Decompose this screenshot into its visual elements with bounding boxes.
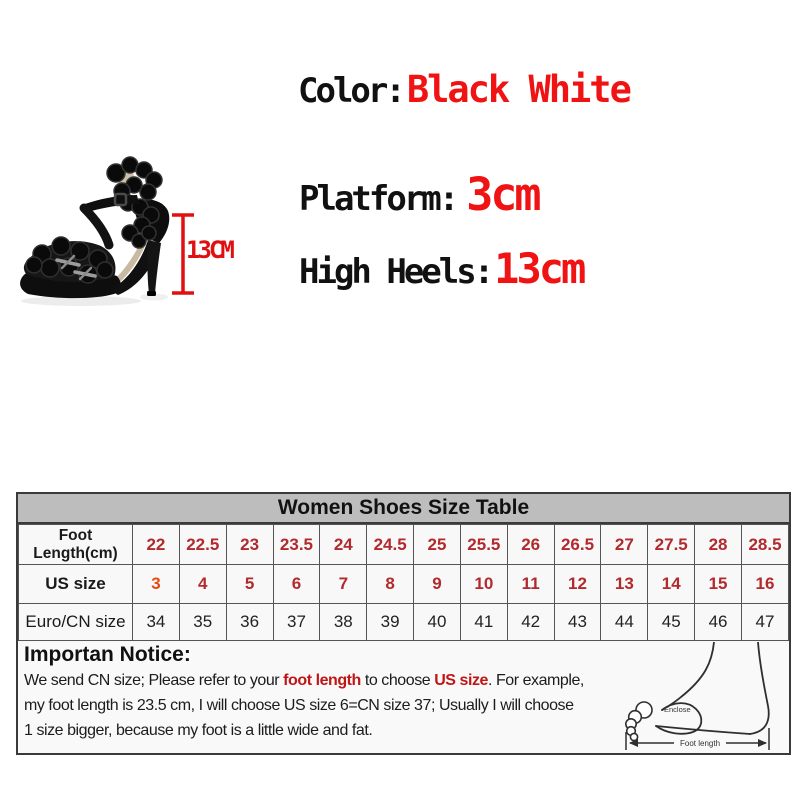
foot-length-row	[19, 525, 789, 565]
size-cell: 26	[507, 525, 554, 565]
row-label: Euro/CN size	[19, 604, 133, 641]
size-cell: 14	[648, 565, 695, 604]
notice-text: to choose	[360, 672, 435, 689]
notice-text: . For example,	[487, 672, 584, 689]
heel-height-spec	[299, 244, 584, 293]
euro-cn-size-row	[19, 604, 789, 641]
size-cell: 28.5	[741, 525, 788, 565]
notice-text: 1 size bigger, because my foot is a little wide and fat.	[24, 722, 373, 739]
size-cell: 7	[320, 565, 367, 604]
size-cell: 38	[320, 604, 367, 641]
size-cell: 46	[695, 604, 742, 641]
heel-height-label: 13CM	[186, 236, 232, 264]
size-cell: 22.5	[179, 525, 226, 565]
heels-value: 13cm	[494, 244, 584, 293]
size-cell: 47	[741, 604, 788, 641]
size-cell: 25	[414, 525, 461, 565]
size-cell: 39	[367, 604, 414, 641]
notice-text: my foot length is 23.5 cm, I will choose US size 6=CN size 37; Usually I will choose	[24, 697, 574, 714]
platform-label: Platform:	[299, 179, 457, 219]
size-cell: 36	[226, 604, 273, 641]
notice-section	[18, 642, 789, 753]
size-cell: 6	[273, 565, 320, 604]
platform-value: 3cm	[466, 168, 539, 221]
row-label: Foot Length(cm)	[19, 525, 133, 565]
enclose-label: Enclose	[664, 705, 691, 714]
size-cell: 27.5	[648, 525, 695, 565]
size-cell: 26.5	[554, 525, 601, 565]
size-cell: 40	[414, 604, 461, 641]
size-cell: 27	[601, 525, 648, 565]
notice-text: We send CN size; Please refer to your	[24, 672, 284, 689]
size-cell: 41	[460, 604, 507, 641]
size-cell: 9	[414, 565, 461, 604]
foot-length-label: Foot length	[680, 739, 721, 748]
size-cell: 23	[226, 525, 273, 565]
size-cell: 4	[179, 565, 226, 604]
size-cell: 24.5	[367, 525, 414, 565]
notice-title: Importan Notice:	[24, 643, 191, 666]
size-cell: 43	[554, 604, 601, 641]
size-table	[18, 524, 789, 641]
heels-label: High Heels:	[299, 252, 492, 292]
us-size-row	[19, 565, 789, 604]
color-label: Color:	[298, 71, 403, 111]
size-cell: 16	[741, 565, 788, 604]
size-cell: 13	[601, 565, 648, 604]
platform-spec	[299, 168, 539, 221]
size-cell: 11	[507, 565, 554, 604]
size-cell: 35	[179, 604, 226, 641]
size-table-title: Women Shoes Size Table	[18, 494, 789, 524]
shoe-photo	[15, 146, 180, 318]
size-cell: 24	[320, 525, 367, 565]
row-label: US size	[19, 565, 133, 604]
color-spec	[298, 68, 630, 111]
size-cell: 23.5	[273, 525, 320, 565]
size-cell: 45	[648, 604, 695, 641]
notice-foot-length-highlight: foot length	[283, 672, 361, 689]
size-cell: 3	[133, 565, 180, 604]
size-cell: 5	[226, 565, 273, 604]
color-value: Black White	[406, 68, 630, 111]
size-table-section	[16, 492, 791, 755]
size-cell: 28	[695, 525, 742, 565]
size-cell: 34	[133, 604, 180, 641]
size-cell: 10	[460, 565, 507, 604]
size-cell: 12	[554, 565, 601, 604]
foot-measurement-diagram	[618, 642, 780, 752]
size-cell: 25.5	[460, 525, 507, 565]
size-cell: 15	[695, 565, 742, 604]
notice-us-size-highlight: US size	[434, 672, 488, 689]
size-cell: 22	[133, 525, 180, 565]
notice-body	[24, 668, 636, 743]
size-cell: 42	[507, 604, 554, 641]
size-cell: 37	[273, 604, 320, 641]
size-cell: 8	[367, 565, 414, 604]
size-cell: 44	[601, 604, 648, 641]
